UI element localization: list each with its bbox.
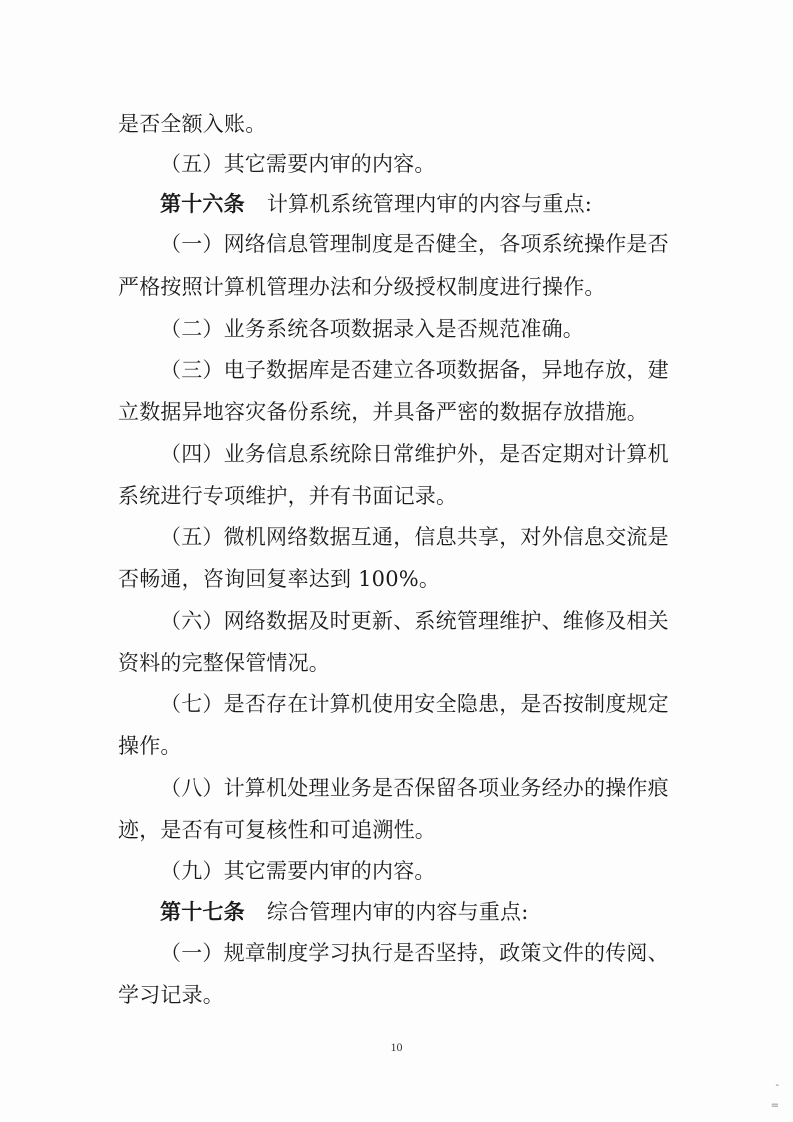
text-line: 否畅通，咨询回复率达到 100%。 xyxy=(118,567,441,591)
text-line: （八）计算机处理业务是否保留各项业务经办的操作痕 xyxy=(160,776,669,800)
article-label: 第十七条 xyxy=(160,900,245,924)
text-line: （五）微机网络数据互通，信息共享，对外信息交流是 xyxy=(160,525,669,549)
text-line: 立数据异地容灾备份系统，并具备严密的数据存放措施。 xyxy=(118,400,648,424)
article-title: 计算机系统管理内审的内容与重点: xyxy=(266,192,593,216)
text-line: （二）业务系统各项数据录入是否规范准确。 xyxy=(160,317,584,341)
text-line: 资料的完整保管情况。 xyxy=(118,651,330,675)
text-line: 操作。 xyxy=(118,734,182,758)
text-line: （三）电子数据库是否建立各项数据备，异地存放，建 xyxy=(160,358,669,382)
article-title: 综合管理内审的内容与重点: xyxy=(266,900,529,924)
text-line: （一）网络信息管理制度是否健全，各项系统操作是否 xyxy=(160,232,669,256)
text-line: 是否全额入账。 xyxy=(118,112,267,136)
text-line: （四）业务信息系统除日常维护外，是否定期对计算机 xyxy=(160,442,669,466)
scan-edge-mark: - xyxy=(775,1080,779,1091)
text-line: （五）其它需要内审的内容。 xyxy=(160,152,436,176)
article-heading-16 xyxy=(160,191,592,217)
text-line: 严格按照计算机管理办法和分级授权制度进行操作。 xyxy=(118,275,606,299)
text-line: （九）其它需要内审的内容。 xyxy=(160,859,436,883)
scan-edge-mark: = xyxy=(770,1100,779,1111)
page-number: 10 xyxy=(390,1040,403,1054)
text-line: 迹，是否有可复核性和可追溯性。 xyxy=(118,818,436,842)
text-line: （一）规章制度学习执行是否坚持，政策文件的传阅、 xyxy=(160,941,669,965)
article-heading-17 xyxy=(160,899,529,925)
text-line: 系统进行专项维护，并有书面记录。 xyxy=(118,484,458,508)
text-line: （七）是否存在计算机使用安全隐患，是否按制度规定 xyxy=(160,692,669,716)
text-line: 学习记录。 xyxy=(118,983,224,1007)
article-label: 第十六条 xyxy=(160,192,245,216)
text-line: （六）网络数据及时更新、系统管理维护、维修及相关 xyxy=(160,609,669,633)
